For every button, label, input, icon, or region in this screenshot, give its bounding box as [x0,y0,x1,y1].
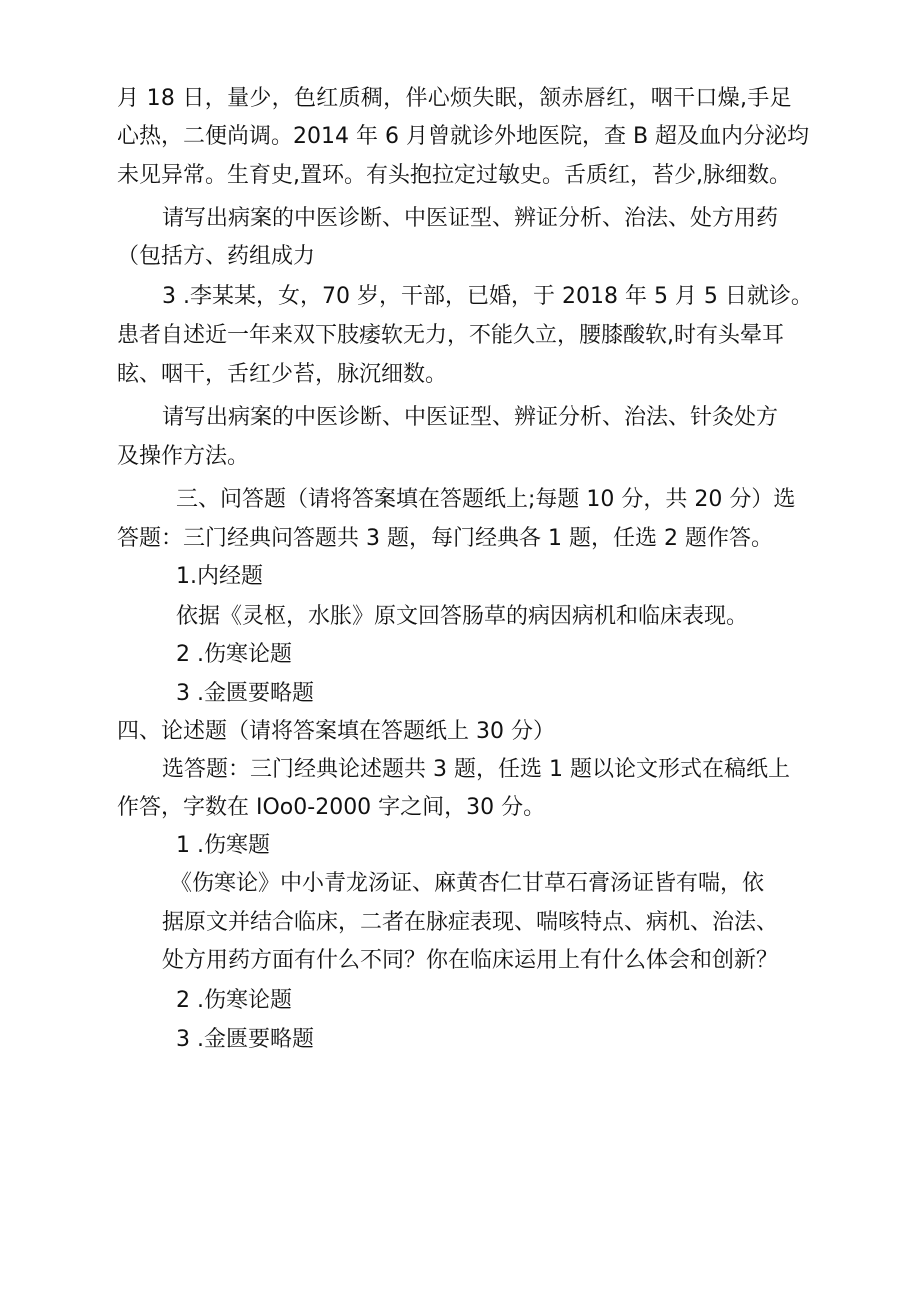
list-item-detail: 处方用药方面有什么不同？你在临床运用上有什么体会和创新？ [162,948,779,973]
section-4-heading: 四、论述题（请将答案填在答题纸上 30 分） [117,719,555,744]
list-item-detail: 据原文并结合临床，二者在脉症表现、喘咳特点、病机、治法、 [162,910,779,935]
list-item-detail: 依据《灵枢，水胀》原文回答肠草的病因病机和临床表现。 [176,604,749,629]
question-prompt: 请写出病案的中医诊断、中医证型、辨证分析、治法、处方用药 [162,206,779,231]
question-prompt: 请写出病案的中医诊断、中医证型、辨证分析、治法、针灸处方 [162,405,779,430]
section-3-heading: 三、问答题（请将答案填在答题纸上;每题 10 分，共 20 分）选 [176,487,796,512]
section-4-instructions: 作答，字数在 IOo0-2000 字之间，30 分。 [117,795,546,820]
list-item: 1 .伤寒题 [176,833,270,858]
question-prompt: （包括方、药组成力 [117,244,316,269]
list-item: 3 .金匮要略题 [176,681,314,706]
case-text-line: 心热，二便尚调。2014 年 6 月曾就诊外地医院，查 B 超及血内分泌均 [117,124,810,149]
list-item: 2 .伤寒论题 [176,988,292,1013]
list-item: 2 .伤寒论题 [176,642,292,667]
section-3-heading: 答题：三门经典问答题共 3 题，每门经典各 1 题，任选 2 题作答。 [117,526,773,551]
list-item: 1.内经题 [176,564,263,589]
case-3-text: 患者自述近一年来双下肢痿软无力，不能久立，腰膝酸软,时有头晕耳 [117,323,784,348]
case-text-line: 未见异常。生育史,置环。有头抱拉定过敏史。舌质红，苔少,脉细数。 [117,163,791,188]
case-3-text: 3 .李某某，女，70 岁，干部，已婚，于 2018 年 5 月 5 日就诊。 [162,284,813,309]
list-item-detail: 《伤寒论》中小青龙汤证、麻黄杏仁甘草石膏汤证皆有喘，依 [170,871,765,896]
question-prompt: 及操作方法。 [117,444,250,469]
list-item: 3 .金匮要略题 [176,1027,314,1052]
case-3-text: 眩、咽干，舌红少苔，脉沉细数。 [117,362,448,387]
case-text-line: 月 18 日，量少，色红质稠，伴心烦失眠，颔赤唇红，咽干口燥,手足 [117,86,792,111]
section-4-instructions: 选答题：三门经典论述题共 3 题，任选 1 题以论文形式在稿纸上 [162,757,790,782]
